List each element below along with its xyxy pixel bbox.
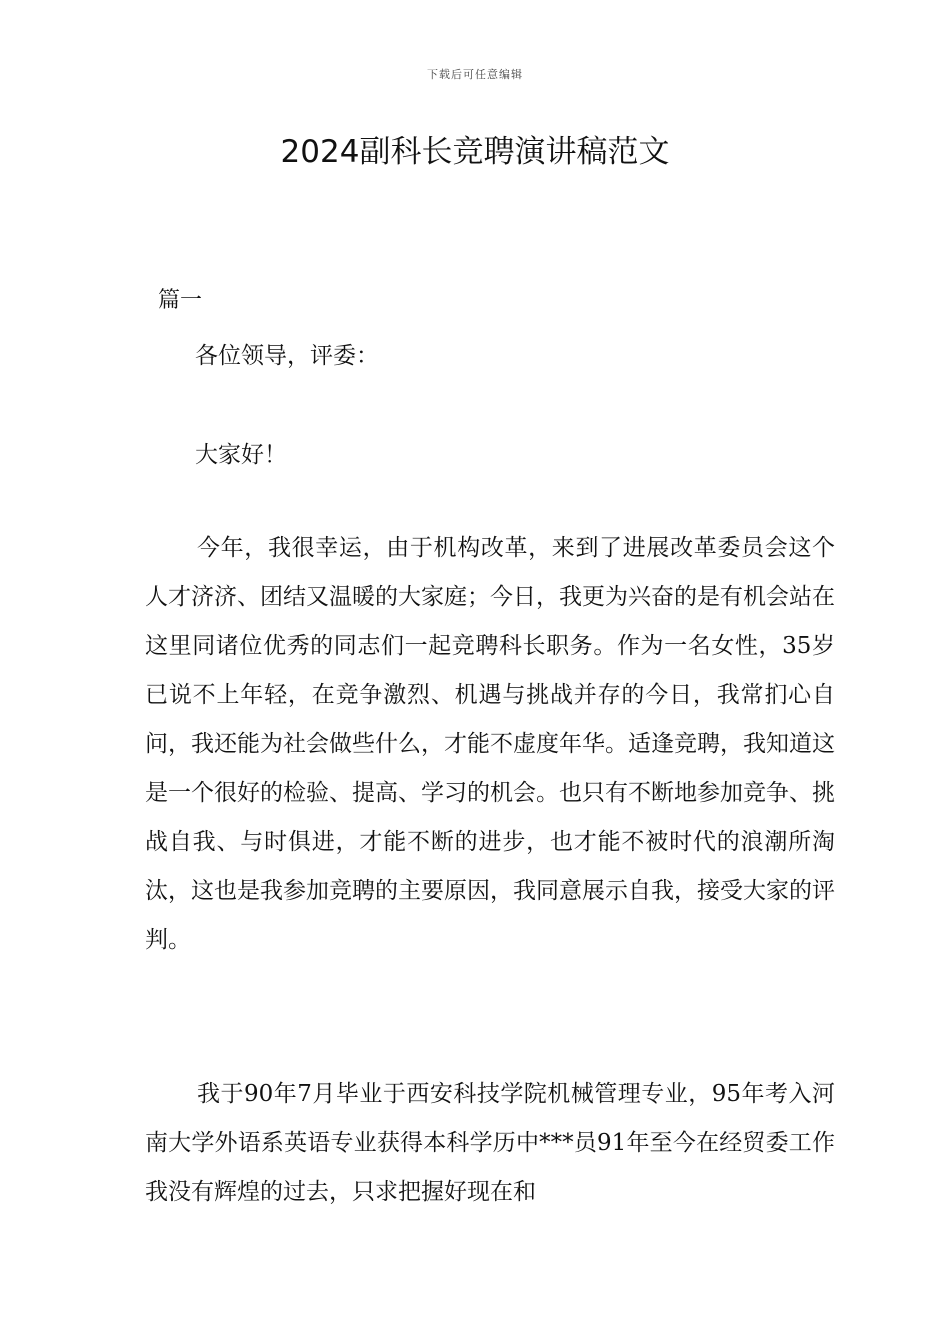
- section-label: 篇一: [158, 288, 203, 313]
- paragraph-2: 我于90年7月毕业于西安科技学院机械管理专业，95年考入河南大学外语系英语专业获得本科学历中***员91年至今在经贸委工作我没有辉煌的过去，只求把握好现在和: [145, 1081, 835, 1205]
- page-title: 2024副科长竞聘演讲稿范文: [280, 134, 670, 170]
- paragraph-1: 今年，我很幸运，由于机构改革，来到了进展改革委员会这个人才济济、团结又温暖的大家庭；今日，我更为兴奋的是有机会站在这里同诸位优秀的同志们一起竞聘科长职务。作为一名女性，35岁已说不上年轻，在竞争激烈、机遇与挑战并存的今日，我常扪心自问，我还能为社会做些什么，才能不虚度年华。适逢竞聘，我知道这是一个很好的检验、提高、学习的机会。也只有不断地参加竞争、挑战自我、与时俱进，才能不断的进步，也才能不被时代的浪潮所淘汰，这也是我参加竞聘的主要原因，我同意展示自我，接受大家的评判。: [145, 535, 835, 953]
- header-note: 下载后可任意编辑: [427, 68, 523, 81]
- greeting: 大家好！: [195, 442, 287, 468]
- salutation: 各位领导，评委：: [195, 343, 379, 369]
